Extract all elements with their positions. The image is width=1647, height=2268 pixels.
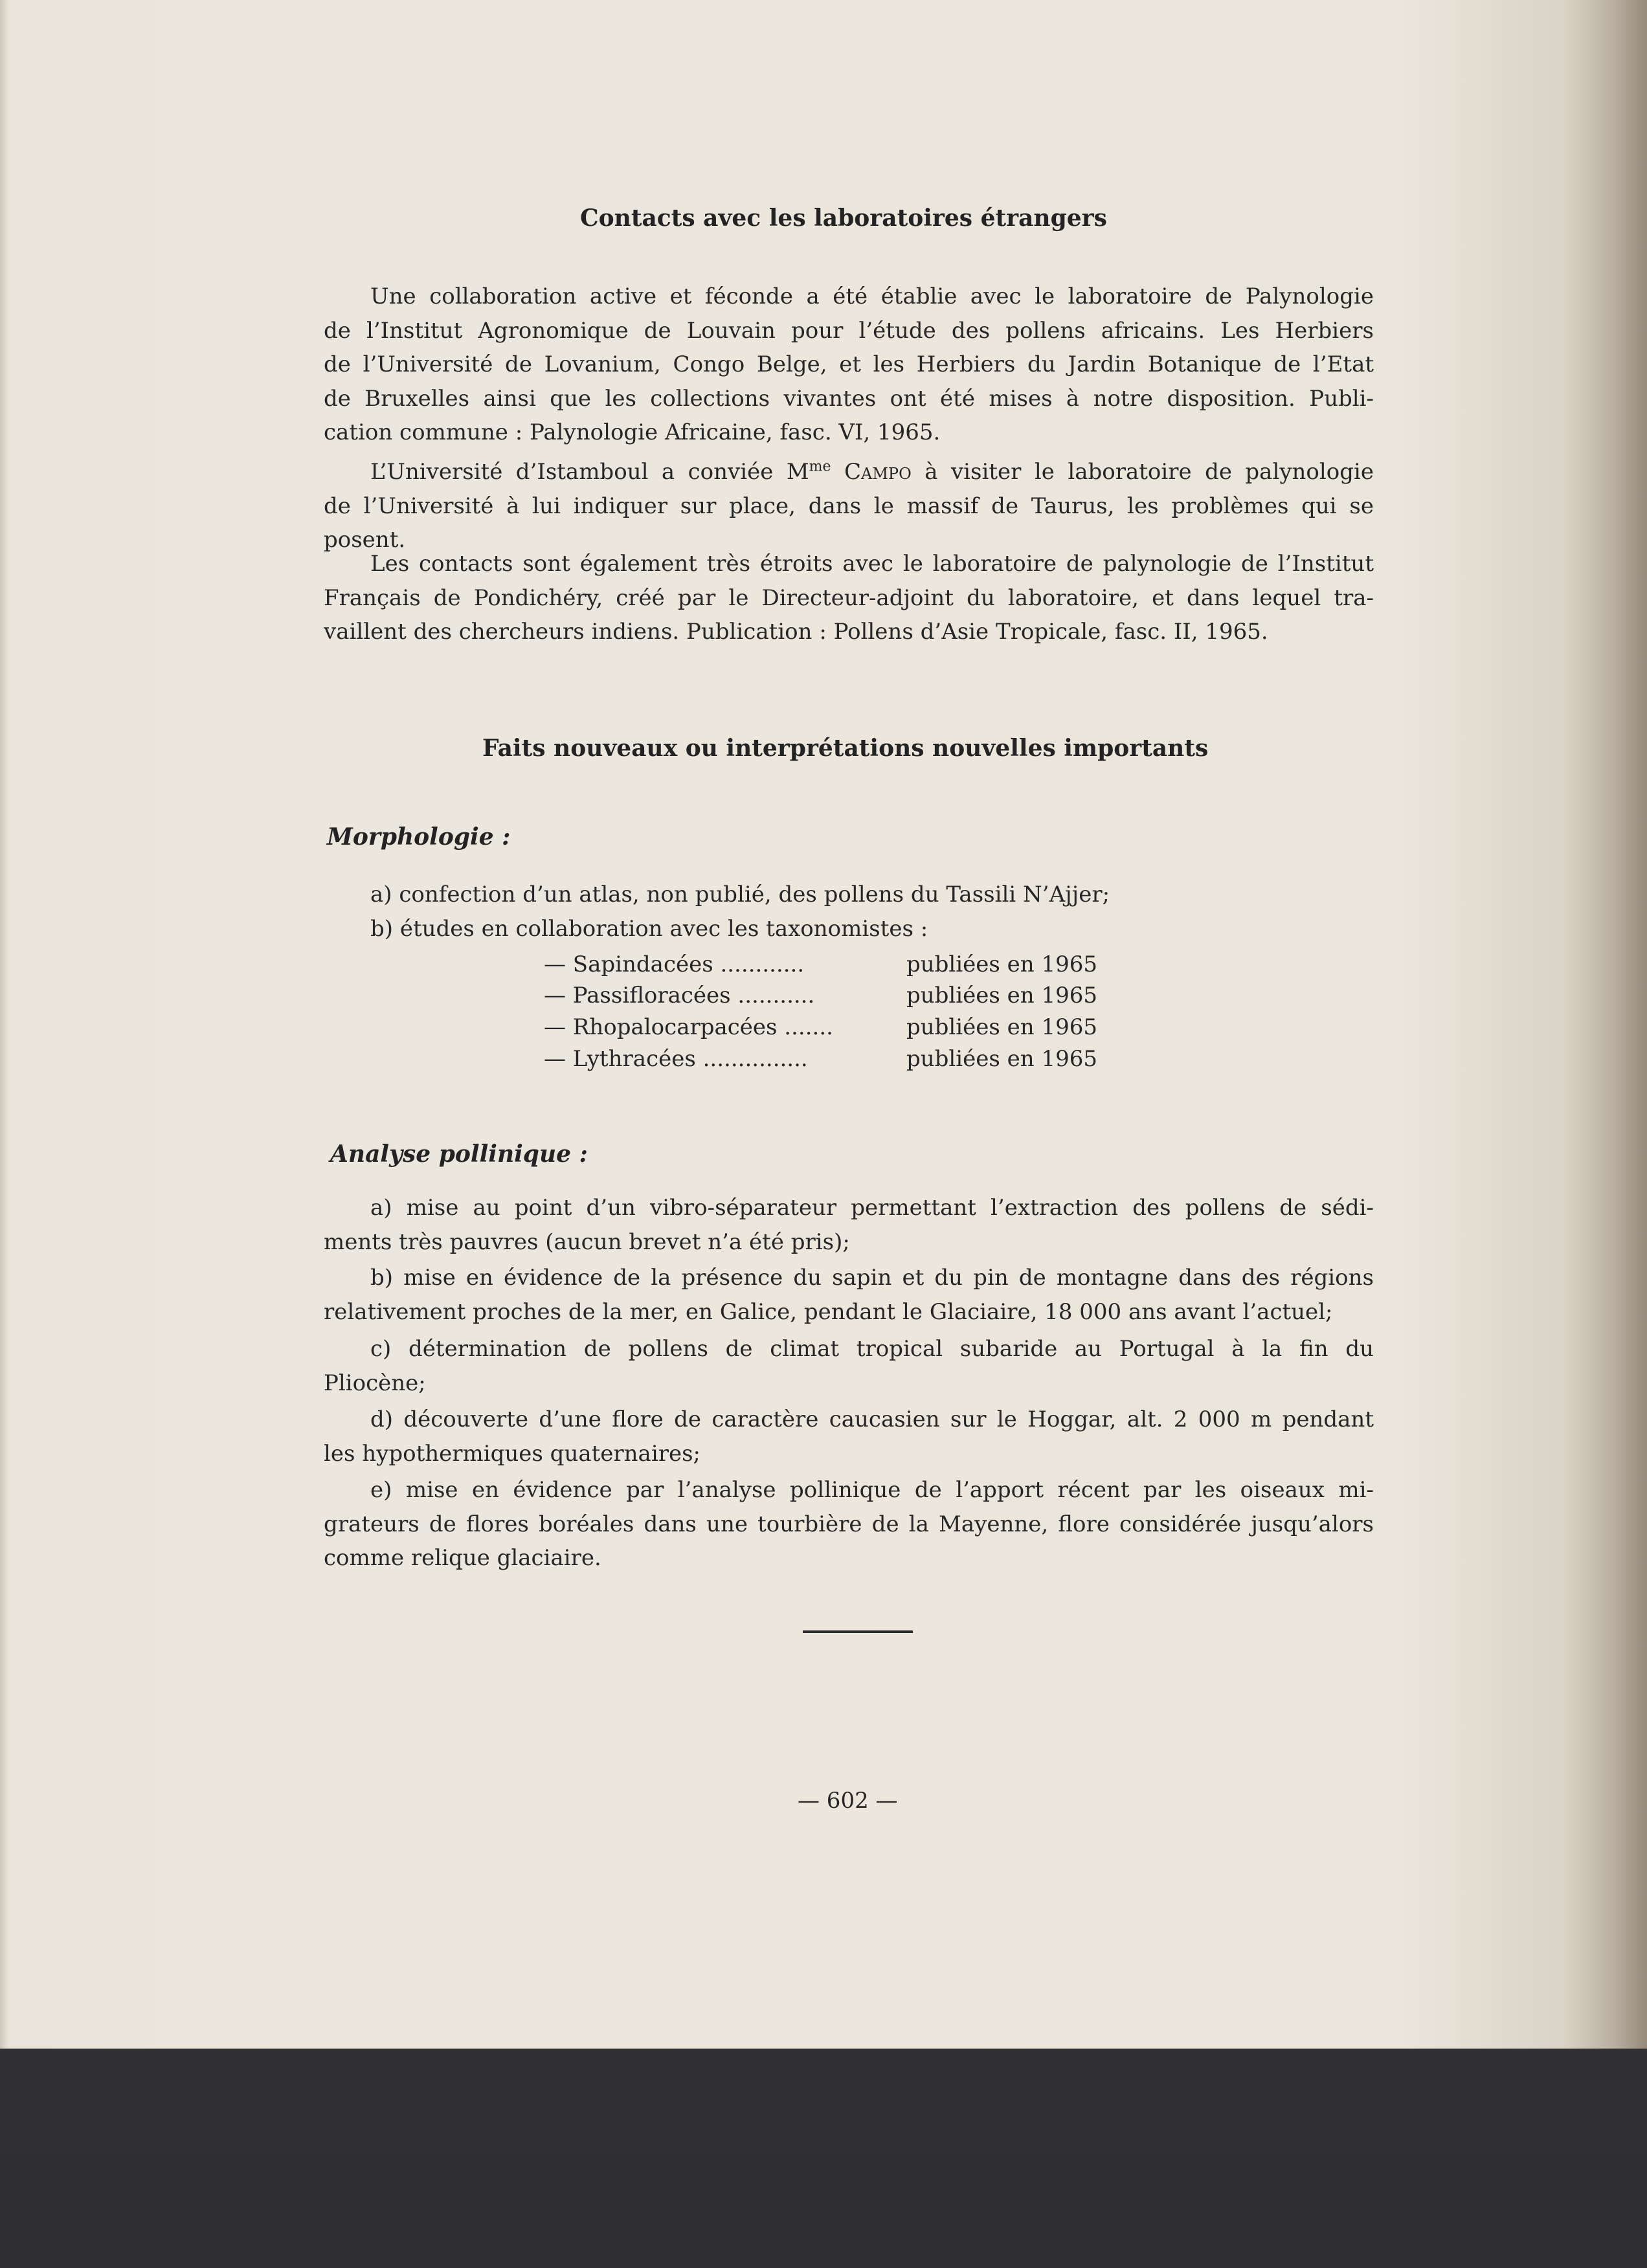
text-line: relativement proches de la mer, en Galice, pendant le Glaciaire, 18 000 ans avant l’actuel; bbox=[324, 1298, 1333, 1325]
author-name: Campo bbox=[844, 459, 912, 485]
taxon-status: publiées en 1965 bbox=[906, 1014, 1098, 1040]
spine-shadow bbox=[1563, 0, 1647, 2049]
text-line: Pliocène; bbox=[324, 1370, 426, 1396]
taxon-name: — Sapindacées ............ bbox=[544, 951, 805, 977]
page-edge-shadow bbox=[0, 0, 9, 2049]
text-line: comme relique glaciaire. bbox=[324, 1545, 601, 1571]
text-line: grateurs de flores boréales dans une tourbière de la Mayenne, flore considérée jusqu’alors bbox=[324, 1511, 1374, 1537]
taxon-name: — Passifloracées ........... bbox=[544, 983, 815, 1008]
paragraph-collaboration bbox=[324, 280, 1374, 450]
text-fragment: L’Université d’Istamboul a conviée M bbox=[370, 459, 809, 485]
subheading-morphologie: Morphologie : bbox=[327, 823, 511, 850]
text-line: vaillent des chercheurs indiens. Publication : Pollens d’Asie Tropicale, fasc. II, 1965. bbox=[324, 619, 1268, 645]
analyse-item-b bbox=[324, 1261, 1374, 1329]
paragraph-istamboul bbox=[324, 455, 1374, 557]
subheading-analyse-pollinique: Analyse pollinique : bbox=[330, 1140, 588, 1168]
taxon-status: publiées en 1965 bbox=[906, 983, 1098, 1008]
taxon-row bbox=[544, 983, 1126, 1015]
paragraph-pondichery bbox=[324, 547, 1374, 649]
text-line: ments très pauvres (aucun brevet n’a été pris); bbox=[324, 1228, 850, 1255]
text-line: de l’Université à lui indiquer sur place, dans le massif de Taurus, les problèmes qui se bbox=[324, 493, 1374, 519]
text-line: c) détermination de pollens de climat tropical subaride au Portugal à la fin du bbox=[370, 1336, 1374, 1362]
taxon-name: — Rhopalocarpacées ....... bbox=[544, 1014, 833, 1040]
taxon-name: — Lythracées ............... bbox=[544, 1046, 808, 1072]
taxon-row bbox=[544, 1014, 1126, 1047]
text-line: e) mise en évidence par l’analyse pollinique de l’apport récent par les oiseaux mi- bbox=[370, 1477, 1374, 1503]
taxon-status: publiées en 1965 bbox=[906, 1046, 1098, 1072]
text-line: b) mise en évidence de la présence du sapin et du pin de montagne dans des régions bbox=[370, 1265, 1374, 1291]
page-number: — 602 — bbox=[798, 1788, 898, 1814]
text-line bbox=[324, 455, 1374, 489]
analyse-item-c bbox=[324, 1332, 1374, 1400]
analyse-item-e bbox=[324, 1473, 1374, 1575]
text-fragment: à visiter le laboratoire de palynologie bbox=[911, 459, 1374, 485]
text-line: posent. bbox=[324, 527, 406, 553]
text-line: Les contacts sont également très étroits avec le laboratoire de palynologie de l’Institut bbox=[370, 551, 1374, 577]
taxon-status: publiées en 1965 bbox=[906, 951, 1098, 977]
text-line: de l’Institut Agronomique de Louvain pour l’étude des pollens africains. Les Herbiers bbox=[324, 317, 1374, 344]
taxon-row bbox=[544, 1046, 1126, 1078]
superscript: me bbox=[809, 458, 831, 475]
text-line: de l’Université de Lovanium, Congo Belge, et les Herbiers du Jardin Botanique de l’Etat bbox=[324, 351, 1374, 377]
taxon-row bbox=[544, 951, 1126, 984]
list-item: a) confection d’un atlas, non publié, des pollens du Tassili N’Ajjer; bbox=[370, 882, 1110, 907]
section-heading-contacts: Contacts avec les laboratoires étrangers bbox=[580, 205, 1107, 232]
analyse-item-a bbox=[324, 1191, 1374, 1259]
list-item: b) études en collaboration avec les taxonomistes : bbox=[370, 915, 928, 942]
text-line: les hypothermiques quaternaires; bbox=[324, 1440, 700, 1467]
analyse-item-d bbox=[324, 1403, 1374, 1471]
text-line: Une collaboration active et féconde a été établie avec le laboratoire de Palynologie bbox=[370, 284, 1374, 309]
text-line: a) mise au point d’un vibro-séparateur permettant l’extraction des pollens de sédi- bbox=[370, 1195, 1374, 1221]
text-line: de Bruxelles ainsi que les collections vivantes ont été mises à notre disposition. Publi- bbox=[324, 385, 1374, 412]
text-line: d) découverte d’une flore de caractère caucasien sur le Hoggar, alt. 2 000 m pendant bbox=[370, 1406, 1374, 1432]
section-divider-rule bbox=[803, 1630, 913, 1633]
text-line: cation commune : Palynologie Africaine, fasc. VI, 1965. bbox=[324, 419, 941, 445]
morphologie-list bbox=[324, 878, 1374, 946]
section-heading-faits-nouveaux: Faits nouveaux ou interprétations nouvelles importants bbox=[482, 735, 1209, 762]
text-line: Français de Pondichéry, créé par le Directeur-adjoint du laboratoire, et dans lequel tra- bbox=[324, 584, 1374, 611]
